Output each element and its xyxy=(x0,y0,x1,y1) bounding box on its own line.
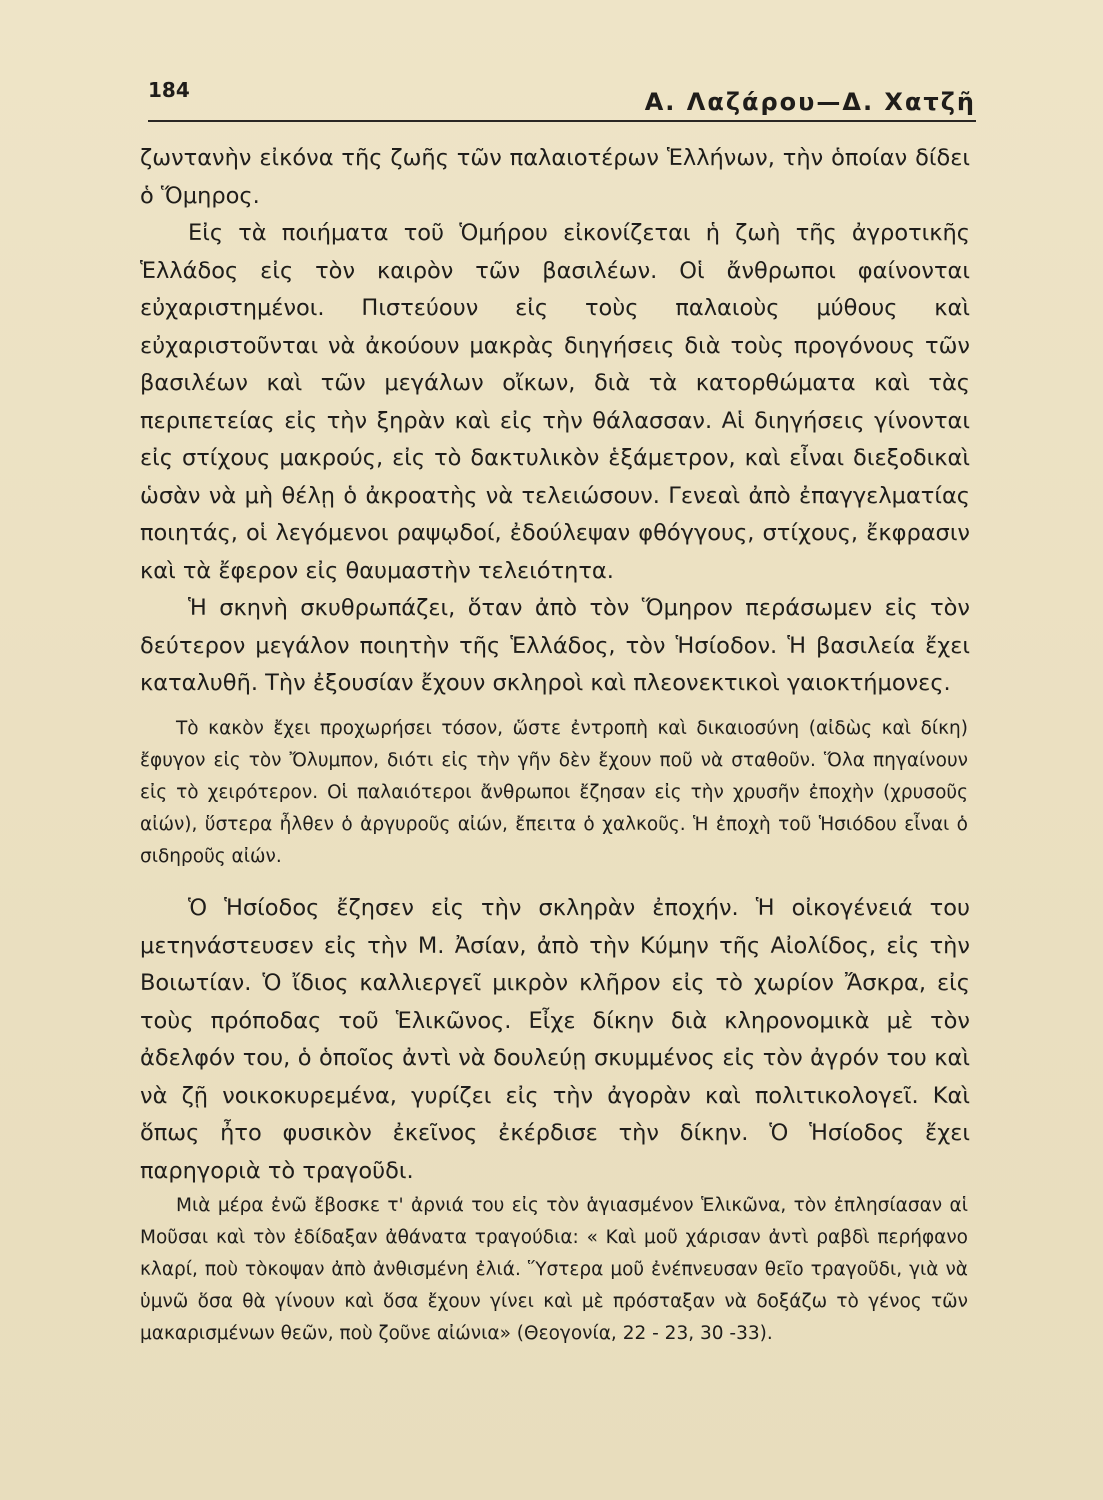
paragraph-ages: Τὸ κακὸν ἔχει προχωρήσει τόσον, ὥστε ἐντροπὴ καὶ δικαιοσύνη (αἰδὼς καὶ δίκη) ἔφυγον εἰς τὸν Ὄλυμπον, διότι εἰς τὴν γῆν δὲν ἔχουν ποῦ νὰ σταθοῦν. Ὅλα πηγαίνουν εἰς τὸ χειρότερον. Οἱ παλαιότεροι ἄνθρωποι ἔζησαν εἰς τὴν χρυσῆν ἐποχὴν (χρυσοῦς αἰών), ὕστερα ἦλθεν ὁ ἀργυροῦς αἰών, ἔπειτα ὁ χαλκοῦς. Ἡ ἐποχὴ τοῦ Ἡσιόδου εἶναι ὁ σιδηροῦς αἰών. xyxy=(140,718,968,867)
page-header xyxy=(148,72,976,122)
paragraph-hesiod-life: Ὁ Ἡσίοδος ἔζησεν εἰς τὴν σκληρὰν ἐποχήν. Ἡ οἰκογένειά του μετηνάστευσεν εἰς τὴν Μ. Ἀσίαν, ἀπὸ τὴν Κύμην τῆς Αἰολίδος, εἰς τὴν Βοιωτίαν. Ὁ ἴδιος καλλιεργεῖ μικρὸν κλῆρον εἰς τὸ χωρίον Ἄσκρα, εἰς τοὺς πρόποδας τοῦ Ἑλικῶνος. Εἶχε δίκην διὰ κληρονομικὰ μὲ τὸν ἀδελφόν του, ὁ ὁποῖος ἀντὶ νὰ δουλεύῃ σκυμμένος εἰς τὸν ἀγρόν του καὶ νὰ ζῇ νοικοκυρεμένα, γυρίζει εἰς τὴν ἀγορὰν καὶ πολιτικολογεῖ. Καὶ ὅπως ἦτο φυσικὸν ἐκεῖνος ἐκέρδισε τὴν δίκην. Ὁ Ἡσίοδος ἔχει παρηγοριὰ τὸ τραγοῦδι. xyxy=(140,895,970,1184)
paragraph-muses-quote: Μιὰ μέρα ἐνῶ ἔβοσκε τ' ἀρνιά του εἰς τὸν ἁγιασμένον Ἑλικῶνα, τὸν ἐπλησίασαν αἱ Μοῦσαι καὶ τὸν ἐδίδαξαν ἀθάνατα τραγούδια: « Καὶ μοῦ χάρισαν ἀντὶ ραβδὶ περήφανο κλαρί, ποὺ τὸκοψαν ἀπὸ ἀνθισμένη ἐλιά. Ὕστερα μοῦ ἐνέπνευσαν θεῖο τραγοῦδι, γιὰ νὰ ὑμνῶ ὅσα θὰ γίνουν καὶ ὅσα ἔχουν γίνει καὶ μὲ πρόσταξαν νὰ δοξάζω τὸ γένος τῶν μακαρισμένων θεῶν, ποὺ ζοῦνε αἰώνια» (Θεογονία, 22 - 23, 30 -33). xyxy=(140,1195,968,1344)
paragraph-homer: Εἰς τὰ ποιήματα τοῦ Ὁμήρου εἰκονίζεται ἡ ζωὴ τῆς ἀγροτικῆς Ἑλλάδος εἰς τὸν καιρὸν τῶν βασιλέων. Οἱ ἄνθρωποι φαίνονται εὐχαριστημένοι. Πιστεύουν εἰς τοὺς παλαιοὺς μύθους καὶ εὐχαριστοῦνται νὰ ἀκούουν μακρὰς διηγήσεις διὰ τοὺς προγόνους τῶν βασιλέων καὶ τῶν μεγάλων οἴκων, διὰ τὰ κατορθώματα καὶ τὰς περιπετείας εἰς τὴν ξηρὰν καὶ εἰς τὴν θάλασσαν. Αἱ διηγήσεις γίνονται εἰς στίχους μακρούς, εἰς τὸ δακτυλικὸν ἑξάμετρον, καὶ εἶναι διεξοδικαὶ ὡσὰν νὰ μὴ θέλῃ ὁ ἀκροατὴς νὰ τελειώσουν. Γενεαὶ ἀπὸ ἐπαγγελματίας ποιητάς, οἱ λεγόμενοι ραψῳδοί, ἐδούλεψαν φθόγγους, στίχους, ἔκφρασιν καὶ τὰ ἔφερον εἰς θαυμαστὴν τελειότητα. xyxy=(140,220,970,584)
paragraph-continuation: ζωντανὴν εἰκόνα τῆς ζωῆς τῶν παλαιοτέρων Ἑλλήνων, τὴν ὁποίαν δίδει ὁ Ὅμηρος. xyxy=(140,145,970,209)
page-number: 184 xyxy=(148,78,190,102)
paragraph-hesiod-intro: Ἡ σκηνὴ σκυθρωπάζει, ὅταν ἀπὸ τὸν Ὅμηρον περάσωμεν εἰς τὸν δεύτερον μεγάλον ποιητὴν τῆς Ἑλλάδος, τὸν Ἡσίοδον. Ἡ βασιλεία ἔχει καταλυθῆ. Τὴν ἐξουσίαν ἔχουν σκληροὶ καὶ πλεονεκτικοὶ γαιοκτήμονες. xyxy=(140,595,970,696)
running-head: Α. Λαζάρου—Δ. Χατζῆ xyxy=(644,88,976,116)
main-text-block-1 xyxy=(140,140,970,703)
main-text-block-2 xyxy=(140,890,970,1190)
small-text-block-ages xyxy=(140,713,968,873)
small-text-block-muses xyxy=(140,1190,968,1350)
